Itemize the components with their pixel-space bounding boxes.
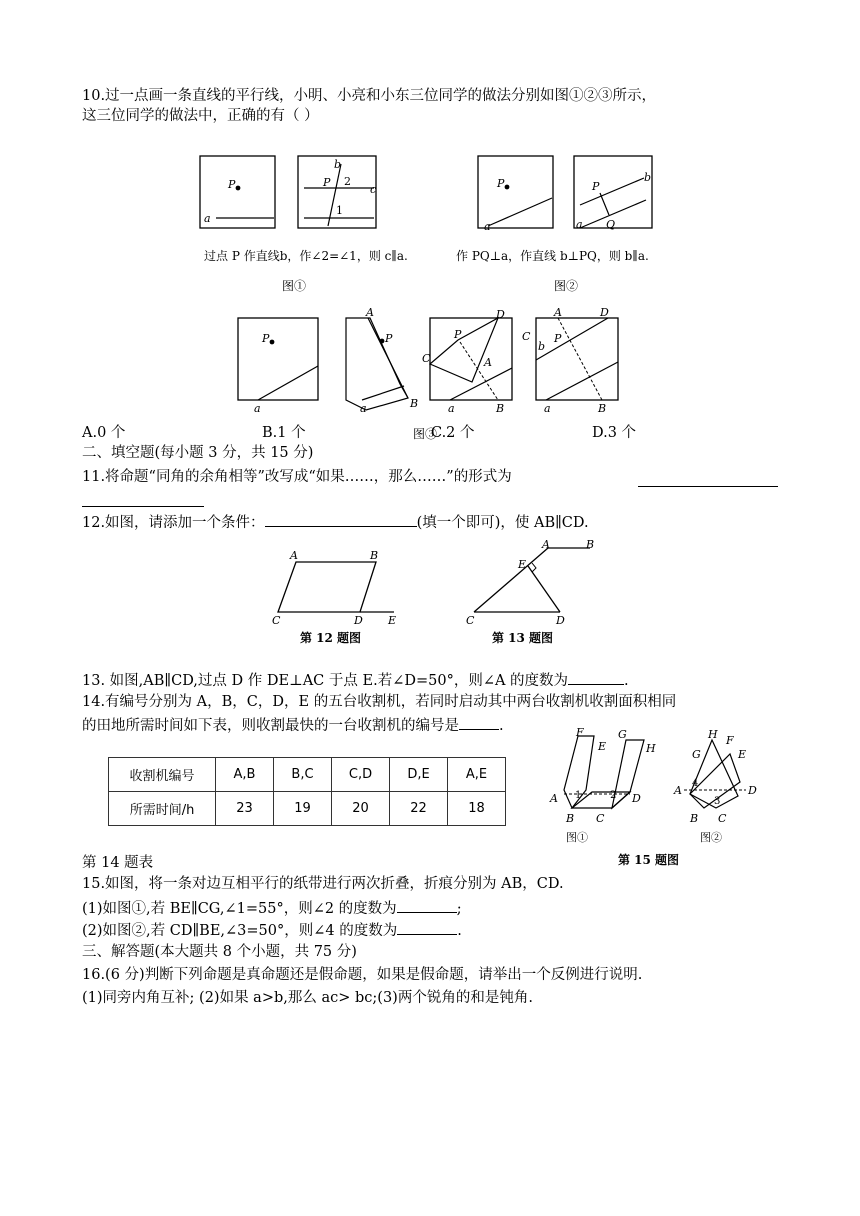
q13-prompt: 13. 如图,AB∥CD,过点 D 作 DE⊥AC 于点 E.若∠D=50°，则∠A 的度数为: [82, 673, 569, 689]
figure-15-sub1-label: 图①: [566, 831, 588, 844]
svg-text:P: P: [385, 332, 393, 345]
svg-text:F: F: [726, 734, 734, 747]
q12-answer-blank[interactable]: [265, 511, 417, 527]
table-header-cell: 所需时间/h: [109, 792, 216, 826]
section-2-heading: 二、填空题(每小题 3 分，共 15 分): [82, 445, 314, 461]
q11-answer-blank-continued[interactable]: [82, 491, 204, 507]
svg-text:2: 2: [610, 790, 617, 801]
figure-15-diagram: [540, 724, 770, 844]
figure-12-caption: 第 12 题图: [300, 631, 362, 645]
svg-text:B: B: [598, 402, 607, 415]
table-row: [109, 792, 506, 826]
svg-text:E: E: [518, 558, 527, 571]
svg-text:b: b: [644, 171, 652, 184]
q10-option-a: A.0 个: [82, 425, 126, 441]
q11-answer-blank[interactable]: [638, 471, 778, 487]
svg-text:D: D: [632, 792, 641, 805]
svg-text:a: a: [204, 212, 211, 225]
svg-text:B: B: [410, 397, 419, 410]
q15-part1-answer-blank[interactable]: [397, 897, 457, 913]
q10-option-c: C.2 个: [431, 425, 475, 441]
table-cell: D,E: [390, 758, 448, 792]
svg-text:P: P: [323, 176, 331, 189]
q13-text: 13. 如图,AB∥CD,过点 D 作 DE⊥AC 于点 E.若∠D=50°，则∠A 的度数为 .: [82, 669, 629, 691]
figure-12-diagram: [266, 546, 416, 626]
q10-option-d: D.3 个: [592, 425, 637, 441]
svg-text:P: P: [262, 332, 270, 345]
q15-part2-answer-blank[interactable]: [397, 919, 457, 935]
svg-text:P: P: [454, 328, 462, 341]
figure-3-diagram: [232, 306, 642, 418]
table-caption: 第 14 题表: [82, 855, 154, 871]
svg-text:b: b: [538, 340, 546, 353]
table-cell: A,B: [216, 758, 274, 792]
svg-text:B: B: [586, 538, 595, 551]
table-cell: 18: [448, 792, 506, 826]
svg-text:F: F: [576, 726, 584, 739]
svg-text:a: a: [484, 220, 491, 233]
svg-text:G: G: [692, 748, 701, 761]
svg-text:D: D: [354, 614, 363, 626]
harvester-time-table: [108, 757, 506, 826]
figure-1-caption: 过点 P 作直线b，作∠2=∠1，则 c∥a.: [204, 249, 408, 263]
q12-text: [82, 511, 589, 533]
figure-2-label: 图②: [554, 279, 579, 293]
section-3-heading: 三、解答题(本大题共 8 个小题，共 75 分): [82, 944, 357, 960]
svg-text:C: C: [596, 812, 605, 825]
svg-text:B: B: [566, 812, 575, 825]
svg-text:P: P: [554, 332, 562, 345]
q10-line2: 这三位同学的做法中，正确的有（ ）: [82, 108, 319, 124]
svg-text:a: a: [544, 402, 551, 415]
svg-text:3: 3: [714, 796, 721, 807]
svg-text:D: D: [556, 614, 565, 627]
svg-text:A: A: [484, 356, 492, 369]
svg-text:B: B: [496, 402, 505, 415]
svg-text:A: A: [550, 792, 558, 805]
table-cell: C,D: [332, 758, 390, 792]
q14-line1: 14.有编号分别为 A，B，C，D，E 的五台收割机，若同时启动其中两台收割机收割面积相同: [82, 694, 677, 710]
svg-text:Q: Q: [606, 218, 616, 231]
table-row: [109, 758, 506, 792]
q10-line1: 10.过一点画一条直线的平行线，小明、小亮和小东三位同学的做法分别如图①②③所示，: [82, 88, 657, 104]
svg-text:A: A: [674, 784, 682, 797]
figure-15-caption: 第 15 题图: [618, 853, 680, 867]
svg-text:A: A: [366, 306, 374, 319]
svg-text:C: C: [522, 330, 531, 343]
svg-text:B: B: [370, 549, 379, 562]
figure-15-sub2-label: 图②: [700, 831, 722, 844]
svg-text:E: E: [388, 614, 397, 626]
q14-answer-blank[interactable]: [459, 714, 499, 730]
table-header-cell: 收割机编号: [109, 758, 216, 792]
svg-text:C: C: [718, 812, 727, 825]
svg-text:a: a: [448, 402, 455, 415]
table-cell: A,E: [448, 758, 506, 792]
svg-text:b: b: [334, 158, 342, 171]
svg-text:E: E: [738, 748, 747, 761]
figure-13-diagram: [462, 538, 612, 628]
svg-text:a: a: [360, 402, 367, 415]
svg-text:D: D: [496, 308, 505, 321]
figure-13-caption: 第 13 题图: [492, 631, 554, 645]
q10-option-b: B.1 个: [262, 425, 306, 441]
q15-line3: (2)如图②,若 CD∥BE,∠3=50°，则∠4 的度数为 .: [82, 919, 462, 941]
svg-text:A: A: [290, 549, 298, 562]
svg-text:A: A: [542, 538, 550, 551]
table-cell: 19: [274, 792, 332, 826]
q15-line2: (1)如图①,若 BE∥CG,∠1=55°，则∠2 的度数为 ;: [82, 897, 462, 919]
svg-text:H: H: [708, 728, 718, 741]
q16-line1: 16.(6 分)判断下列命题是真命题还是假命题，如果是假命题，请举出一个反例进行说明.: [82, 967, 643, 983]
svg-text:C: C: [272, 614, 281, 626]
svg-text:P: P: [592, 180, 600, 193]
svg-text:G: G: [618, 728, 627, 741]
svg-text:B: B: [690, 812, 699, 825]
q12-prompt-before: 12.如图，请添加一个条件：: [82, 515, 265, 531]
svg-text:H: H: [646, 742, 656, 755]
q16-line2: (1)同旁内角互补; (2)如果 a>b,那么 ac> bc;(3)两个锐角的和是钝角.: [82, 990, 533, 1006]
svg-text:P: P: [228, 178, 236, 191]
svg-text:C: C: [466, 614, 475, 627]
svg-text:4: 4: [692, 778, 699, 789]
q13-answer-blank[interactable]: [568, 669, 624, 685]
svg-text:1: 1: [336, 204, 343, 217]
figure-2-caption: 作 PQ⊥a，作直线 b⊥PQ，则 b∥a.: [456, 249, 649, 263]
table-cell: 23: [216, 792, 274, 826]
q15-part1-prompt: (1)如图①,若 BE∥CG,∠1=55°，则∠2 的度数为: [82, 901, 397, 917]
q15-part2-prompt: (2)如图②,若 CD∥BE,∠3=50°，则∠4 的度数为: [82, 923, 398, 939]
q11-prompt: 11.将命题“同角的余角相等”改写成“如果……，那么……”的形式为: [82, 469, 512, 485]
svg-text:a: a: [576, 218, 583, 231]
table-cell: B,C: [274, 758, 332, 792]
figure-3-label: 图③: [413, 427, 438, 441]
q12-prompt-after: (填一个即可)，使 AB∥CD.: [416, 515, 589, 531]
svg-text:c: c: [370, 183, 377, 196]
q14-prompt: 的田地所需时间如下表，则收割最快的一台收割机的编号是: [82, 718, 459, 734]
svg-text:2: 2: [344, 175, 351, 188]
svg-text:C: C: [422, 352, 431, 365]
q15-line1: 15.如图，将一条对边互相平行的纸带进行两次折叠，折痕分别为 AB，CD.: [82, 876, 564, 892]
table-cell: 22: [390, 792, 448, 826]
q11-text: [82, 467, 512, 487]
svg-text:1: 1: [575, 790, 582, 801]
svg-text:P: P: [497, 177, 505, 190]
svg-text:D: D: [600, 306, 609, 319]
q14-line2: 的田地所需时间如下表，则收割最快的一台收割机的编号是 .: [82, 714, 504, 736]
figure-1-label: 图①: [282, 279, 307, 293]
table-cell: 20: [332, 792, 390, 826]
svg-text:A: A: [554, 306, 562, 319]
svg-text:D: D: [748, 784, 757, 797]
svg-text:a: a: [254, 402, 261, 415]
svg-text:E: E: [598, 740, 607, 753]
